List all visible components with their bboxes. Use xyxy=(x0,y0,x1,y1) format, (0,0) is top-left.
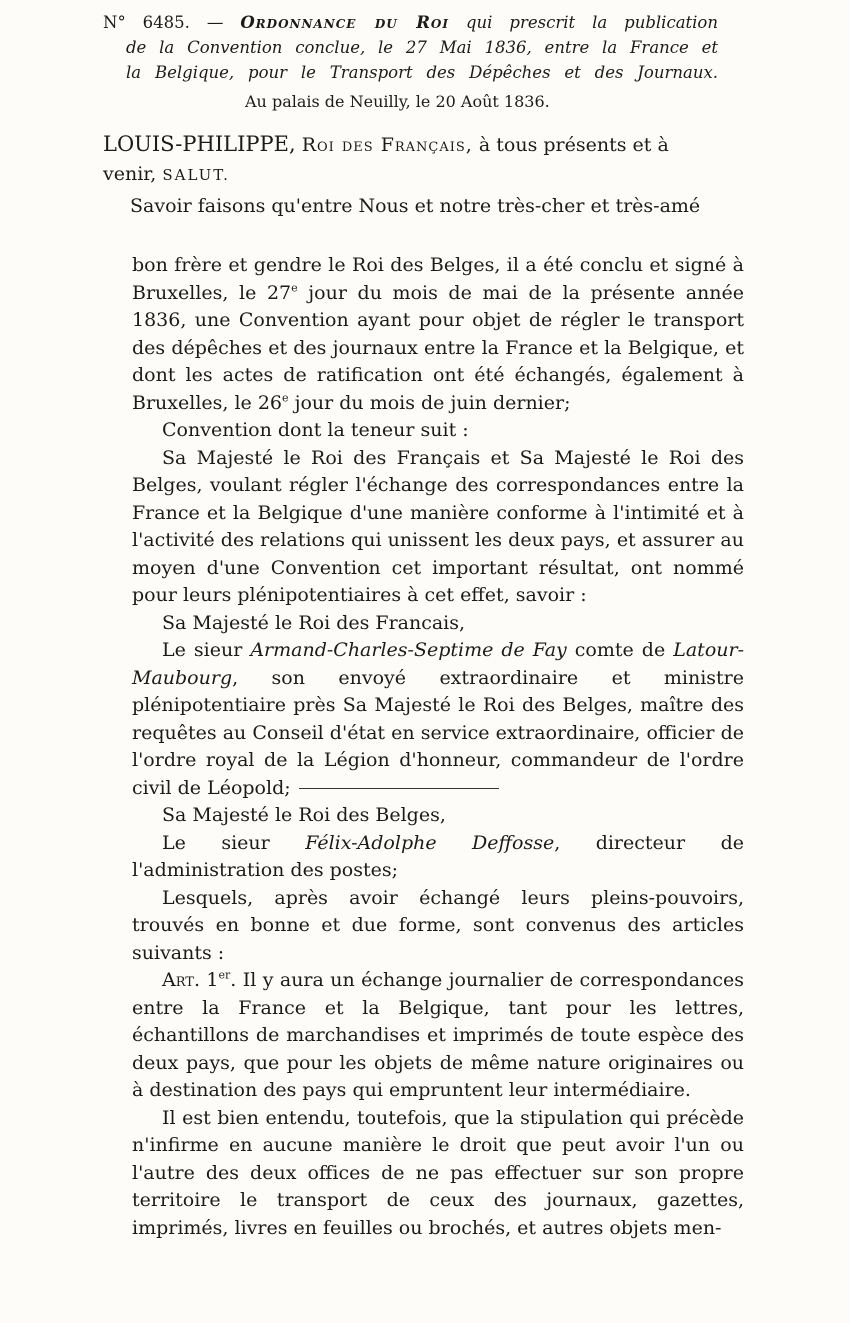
paragraph-belgian-king: Sa Majesté le Roi des Belges, xyxy=(162,804,446,826)
salut: SALUT. xyxy=(162,166,230,184)
dateline: Au palais de Neuilly, le 20 Août 1836. xyxy=(245,92,550,111)
paragraph-preamble: Sa Majesté le Roi des Français et Sa Majesté le Roi des Belges, voulant régler l'échange des correspondances entre la France et la Belgique d'une manière conforme à l'intimité et à l'activité des relations qui unissent les deux pays, et assurer au moyen d'une Convention cet important résultat, ont nommé pour leurs plénipotentiaires à cet effet, savoir : xyxy=(132,446,744,606)
preamble-address: à tous présents et à venir, xyxy=(103,134,669,185)
paragraph-stipulation: Il est bien entendu, toutefois, que la stipulation qui précède n'infirme en aucune manière le droit que peut avoir l'un ou l'autre des deux offices de ne pas effectuer sur son propre territoire le transport de ceux des journaux, gazettes, imprimés, livres en feuilles ou brochés, et autres objets men- xyxy=(132,1106,744,1239)
ordinance-title: Ordonnance du Roi xyxy=(240,13,449,32)
ordinance-number: N° 6485. xyxy=(103,13,190,32)
king-title: Roi des Français, xyxy=(301,134,473,156)
ordinance-title-line-3: la Belgique, pour le Transport des Dépêches et des Journaux. xyxy=(126,63,718,82)
ordinance-title-rest: qui prescrit la publication xyxy=(465,13,718,32)
dash-rule xyxy=(299,788,499,789)
paragraph-ratification: bon frère et gendre le Roi des Belges, il a été conclu et signé à Bruxelles, le 27e jour du mois de mai de la présente année 1836, une Convention ayant pour objet de régler le transport des dépêches et des journaux entre la France et la Belgique, et dont les actes de ratification ont été échangés, également à Bruxelles, le 26e jour du mois de juin dernier; xyxy=(132,254,745,414)
ordinance-header: N° 6485. — Ordonnance du Roi qui prescrit la publication de la Convention conclue, le 27 Mai 1836, entre la France et la Belgique, pour le Transport des Dépêches et des Journaux. xyxy=(103,10,718,85)
convention-body xyxy=(132,252,744,1242)
paragraph-teneur: Convention dont la teneur suit : xyxy=(162,419,469,441)
paragraph-belgian-plenipotentiary: Le sieur Félix-Adolphe Deffosse, directeur de l'administration des postes; xyxy=(132,831,744,881)
paragraph-french-plenipotentiary: Le sieur Armand-Charles-Septime de Fay comte de Latour-Maubourg, son envoyé extraordinaire et ministre plénipotentiaire près Sa Majesté le Roi des Belges, maître des requêtes au Conseil d'état en service extraordinaire, officier de l'ordre royal de la Légion d'honneur, commandeur de l'ordre civil de Léopold; xyxy=(132,639,744,799)
ordinance-title-line-2: de la Convention conclue, le 27 Mai 1836, entre la France et xyxy=(126,38,718,57)
article-1: Art. 1er. Il y aura un échange journalier de correspondances entre la France et la Belgique, tant pour les lettres, échantillons de marchandises et imprimés de toute espèce des deux pays, que pour les objets de même nature originaires ou à destination des pays qui empruntent leur intermédiaire. xyxy=(132,968,744,1101)
paragraph-france-king: Sa Majesté le Roi des Francais, xyxy=(162,611,466,634)
paragraph-lesquels: Lesquels, après avoir échangé leurs pleins-pouvoirs, trouvés en bonne et due forme, sont convenus des articles suivants : xyxy=(132,886,744,964)
king-name: LOUIS-PHILIPPE, xyxy=(103,132,296,156)
royal-preamble xyxy=(103,130,718,190)
savoir-faisons-line: Savoir faisons qu'entre Nous et notre très-cher et très-amé xyxy=(130,195,701,217)
